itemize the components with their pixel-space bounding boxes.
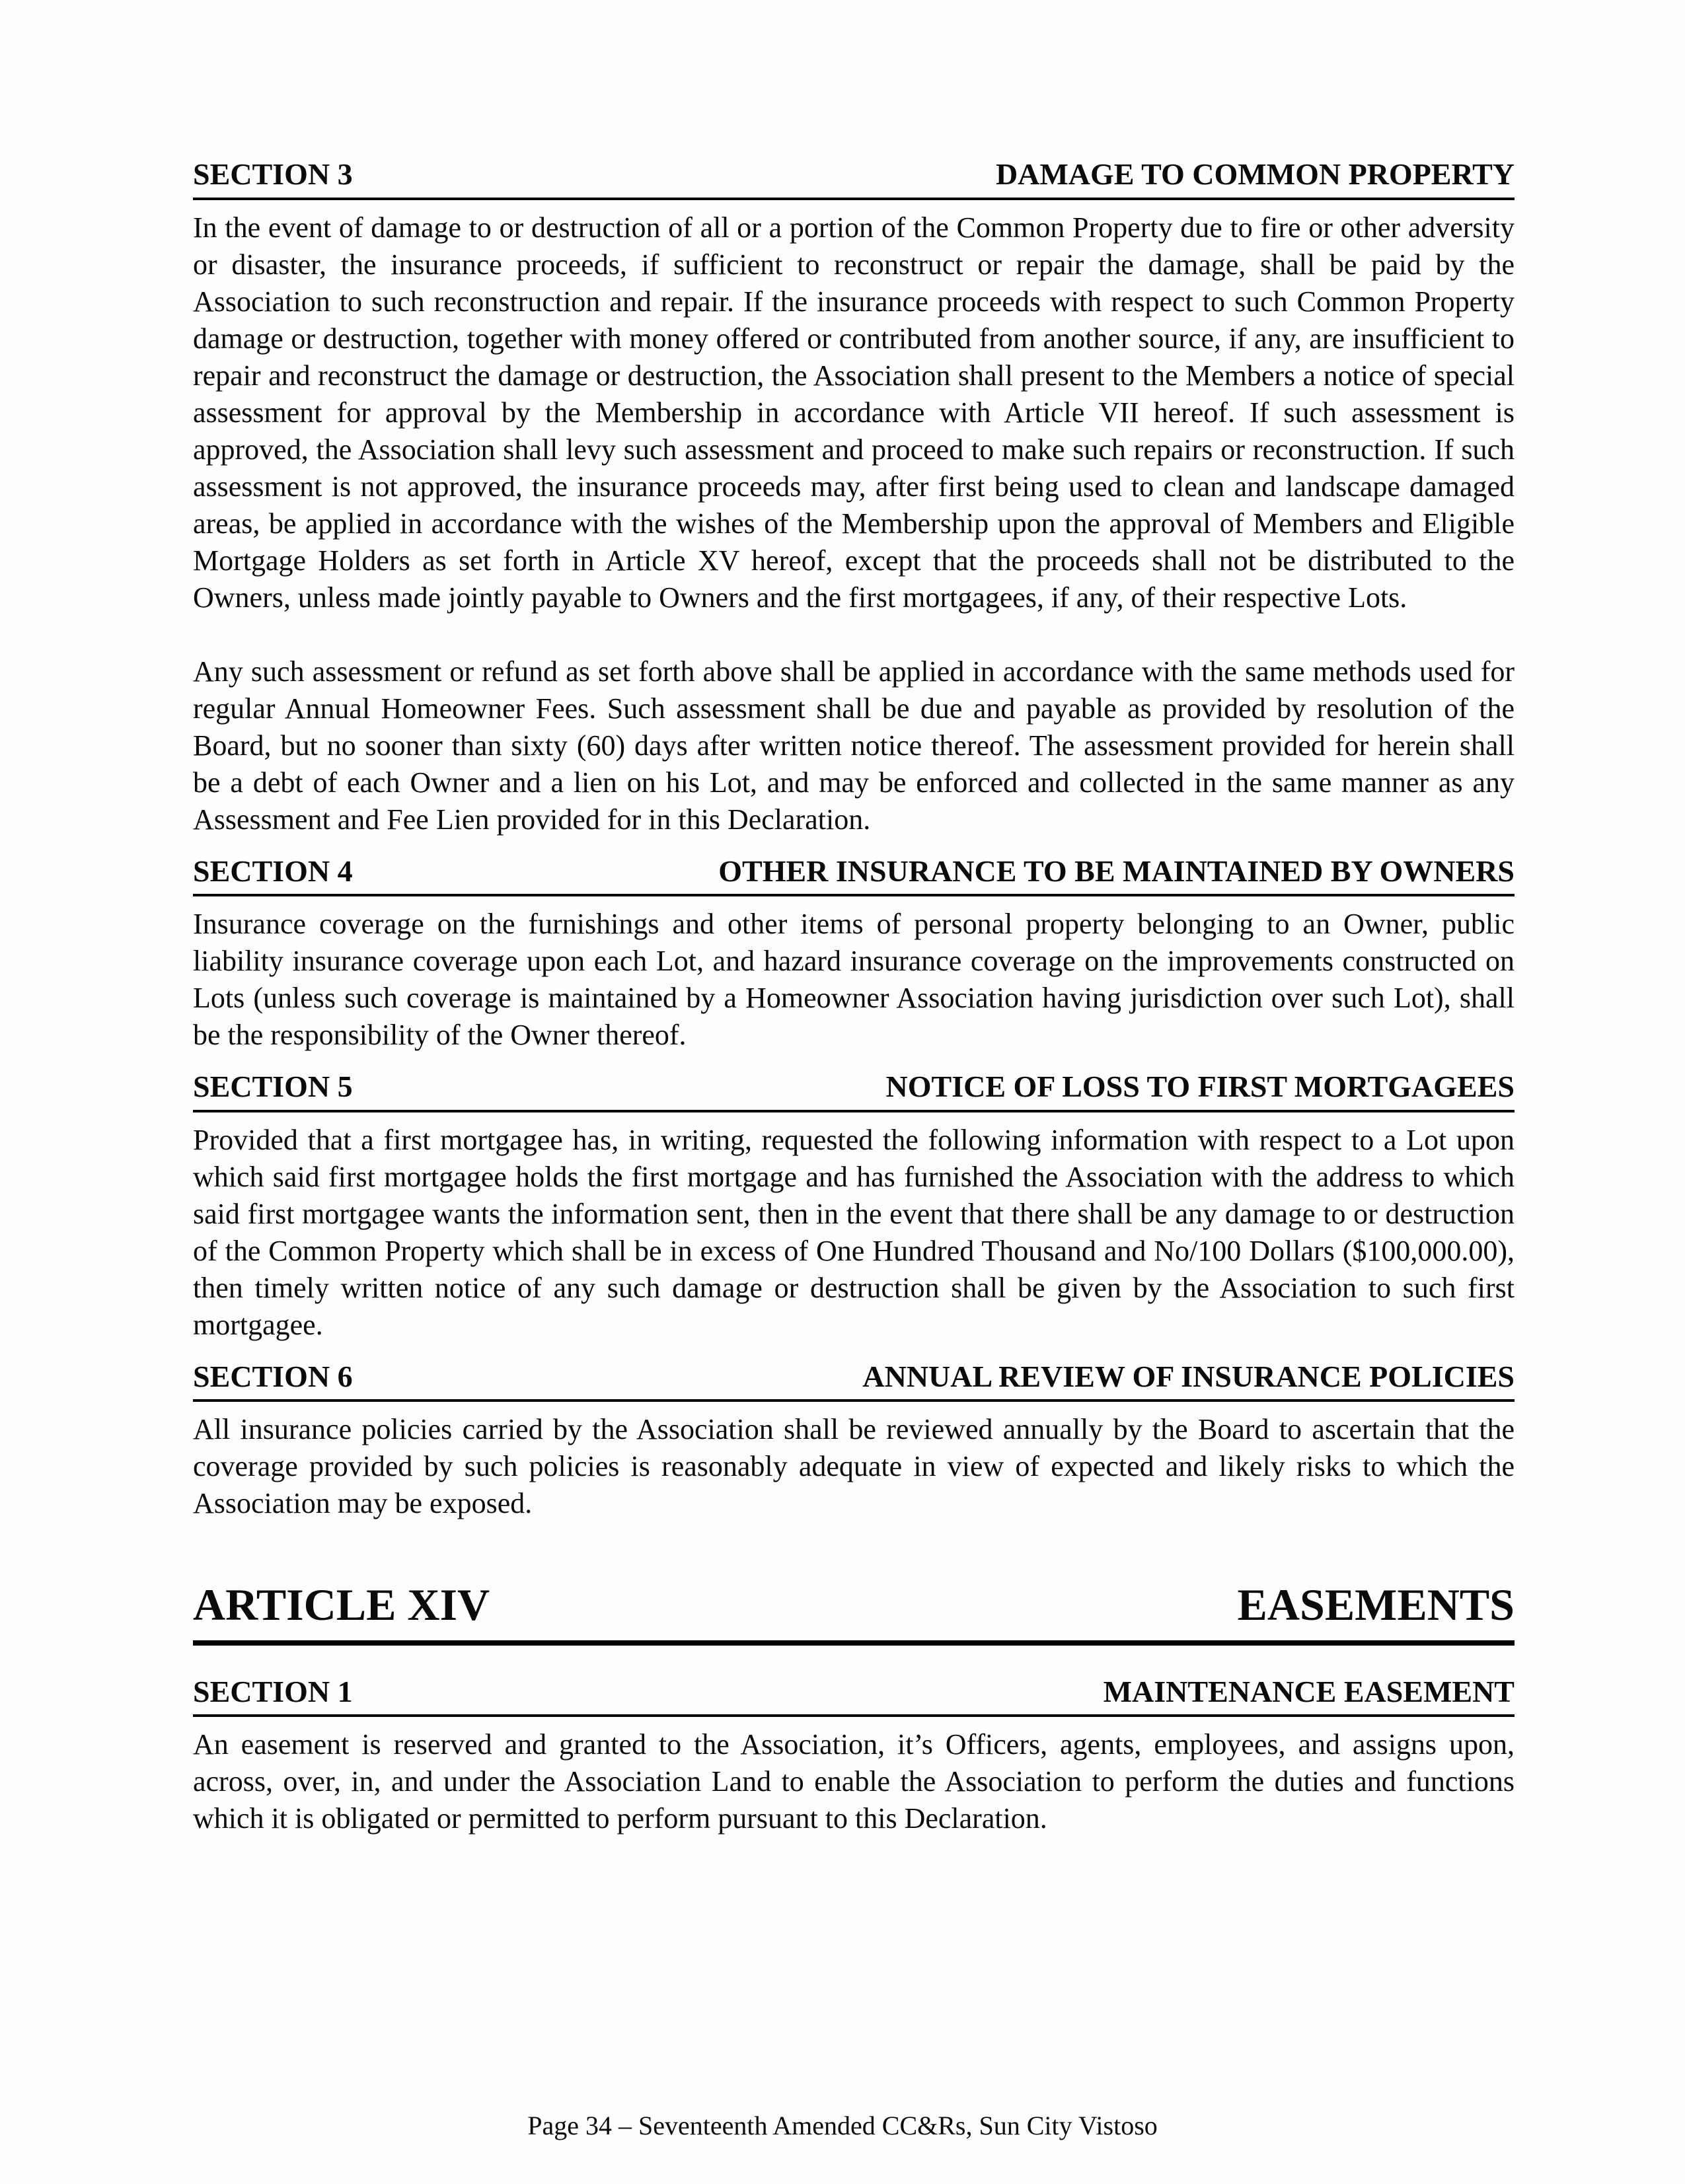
section-3: [193, 157, 1515, 838]
article-xiv-label: ARTICLE XIV: [193, 1580, 490, 1630]
article-xiv-section-1-header: [193, 1675, 1515, 1718]
section-6-header: [193, 1360, 1515, 1402]
section-5-paragraph-1: Provided that a first mortgagee has, in writing, requested the following information with respect to a Lot upon which said first mortgagee holds the first mortgage and has furnished the Association with the address to which said first mortgagee wants the information sent, then in the event that there shall be any damage to or destruction of the Common Property which shall be in excess of One Hundred Thousand and No/100 Dollars ($100,000.00), then timely written notice of any such damage or destruction shall be given by the Association to such first mortgagee.: [193, 1123, 1515, 1341]
article-xiv-section-1-paragraph-1: An easement is reserved and granted to the Association, it’s Officers, agents, employees, and assigns upon, across, over, in, and under the Association Land to enable the Association to perform the duties and functions which it is obligated or permitted to perform pursuant to this Declaration.: [193, 1728, 1515, 1835]
section-5-label: SECTION 5: [193, 1070, 353, 1104]
section-6-title: ANNUAL REVIEW OF INSURANCE POLICIES: [862, 1359, 1515, 1393]
section-4: [193, 854, 1515, 1054]
article-xiv-section-1-title: MAINTENANCE EASEMENT: [1103, 1674, 1515, 1708]
section-5: [193, 1070, 1515, 1344]
section-4-label: SECTION 4: [193, 854, 353, 888]
section-6: [193, 1360, 1515, 1523]
article-xiv-title: EASEMENTS: [1237, 1580, 1515, 1630]
section-3-paragraph-2: Any such assessment or refund as set forth above shall be applied in accordance with the same methods used for regular Annual Homeowner Fees. Such assessment shall be due and payable as provided by resolution of the Board, but no sooner than sixty (60) days after written notice thereof. The assessment provided for herein shall be a debt of each Owner and a lien on his Lot, and may be enforced and collected in the same manner as any Assessment and Fee Lien provided for in this Declaration.: [193, 655, 1515, 836]
section-3-label: SECTION 3: [193, 157, 353, 191]
section-3-header: [193, 157, 1515, 200]
article-xiv-section-1-label: SECTION 1: [193, 1674, 353, 1708]
article-xiv-header: [193, 1580, 1515, 1646]
section-3-paragraph-1: In the event of damage to or destruction of all or a portion of the Common Property due to fire or other adversity or disaster, the insurance proceeds, if sufficient to reconstruct or repair the damage, shall be paid by the Association to such reconstruction and repair. If the insurance proceeds with respect to such Common Property damage or destruction, together with money offered or contributed from another source, if any, are insufficient to repair and reconstruct the damage or destruction, the Association shall present to the Members a notice of special assessment for approval by the Membership in accordance with Article VII hereof. If such assessment is approved, the Association shall levy such assessment and proceed to make such repairs or reconstruction. If such assessment is not approved, the insurance proceeds may, after first being used to clean and landscape damaged areas, be applied in accordance with the wishes of the Membership upon the approval of Members and Eligible Mortgage Holders as set forth in Article XV hereof, except that the proceeds shall not be distributed to the Owners, unless made jointly payable to Owners and the first mortgagees, if any, of their respective Lots.: [193, 211, 1515, 614]
section-4-header: [193, 854, 1515, 897]
section-6-label: SECTION 6: [193, 1359, 353, 1393]
section-5-title: NOTICE OF LOSS TO FIRST MORTGAGEES: [885, 1070, 1515, 1104]
section-6-paragraph-1: All insurance policies carried by the Association shall be reviewed annually by the Board to ascertain that the coverage provided by such policies is reasonably adequate in view of expected and likely risks to which the Association may be exposed.: [193, 1413, 1515, 1520]
document-content: [193, 157, 1515, 1837]
section-3-title: DAMAGE TO COMMON PROPERTY: [995, 157, 1515, 191]
page-footer: Page 34 – Seventeenth Amended CC&Rs, Sun City Vistoso: [527, 2111, 1158, 2140]
section-4-paragraph-1: Insurance coverage on the furnishings and other items of personal property belonging to an Owner, public liability insurance coverage upon each Lot, and hazard insurance coverage on the improvements constructed on Lots (unless such coverage is maintained by a Homeowner Association having jurisdiction over such Lot), shall be the responsibility of the Owner thereof.: [193, 908, 1515, 1052]
article-xiv-section-1: [193, 1675, 1515, 1838]
section-5-header: [193, 1070, 1515, 1112]
section-4-title: OTHER INSURANCE TO BE MAINTAINED BY OWNERS: [718, 854, 1515, 888]
